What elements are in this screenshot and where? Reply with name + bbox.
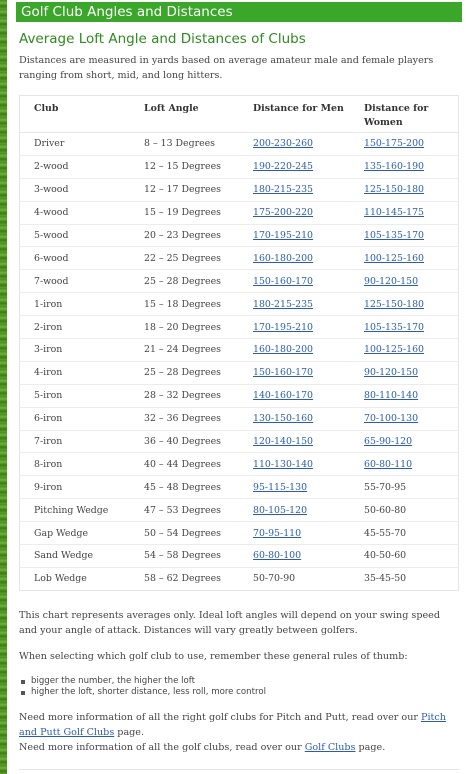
distance-men-link[interactable]: 190-220-245: [253, 161, 314, 173]
club-name-cell: 2-wood: [20, 155, 131, 178]
table-row: [20, 453, 459, 476]
distance-women-cell: 40-50-60: [350, 545, 459, 568]
divider: [19, 769, 459, 770]
distance-women-cell: 50-60-80: [350, 499, 459, 522]
distance-men-cell: [239, 453, 350, 476]
club-name-cell: Pitching Wedge: [20, 499, 131, 522]
table-header-row: [20, 96, 459, 133]
distance-women-cell: [350, 293, 459, 316]
distance-women-cell: 55-70-95: [350, 476, 459, 499]
club-name-cell: 1-iron: [20, 293, 131, 316]
club-name-cell: Lob Wedge: [20, 567, 131, 590]
table-row: [20, 293, 459, 316]
distance-women-link[interactable]: 90-120-150: [364, 275, 419, 287]
club-name-cell: 4-iron: [20, 361, 131, 384]
footer-line-2-end: page.: [355, 741, 386, 753]
distance-women-cell: [350, 430, 459, 453]
club-name-cell: Gap Wedge: [20, 522, 131, 545]
distance-women-cell: [350, 133, 459, 156]
table-row: [20, 499, 459, 522]
distance-men-link[interactable]: 175-200-220: [253, 207, 314, 219]
distance-women-cell: [350, 247, 459, 270]
distance-women-link[interactable]: 105-135-170: [364, 321, 425, 333]
clubs-table-body: [20, 133, 459, 591]
distance-men-link[interactable]: 110-130-140: [253, 458, 314, 470]
loft-angle-cell: 32 – 36 Degrees: [130, 407, 239, 430]
loft-angle-cell: 8 – 13 Degrees: [144, 138, 215, 150]
loft-angle-cell: 21 – 24 Degrees: [130, 339, 239, 362]
loft-angle-cell: 58 – 62 Degrees: [130, 567, 239, 590]
table-row: [20, 384, 459, 407]
distance-women-link[interactable]: 150-175-200: [364, 138, 425, 150]
rule-text: bigger the number, the higher the loft: [31, 675, 195, 686]
distance-men-link[interactable]: 170-195-210: [253, 321, 314, 333]
distance-women-link[interactable]: 125-150-180: [364, 184, 425, 196]
golf-clubs-link[interactable]: Golf Clubs: [304, 741, 356, 753]
distance-men-link[interactable]: 130-150-160: [253, 413, 314, 425]
averages-note: This chart represents averages only. Ideal loft angles will depend on your swing speed and your angle of attack. Distances will vary greatly between golfers.: [19, 609, 440, 636]
distance-men-cell: [239, 133, 350, 156]
distance-women-cell: [350, 407, 459, 430]
distance-women-cell: [350, 453, 459, 476]
distance-women-link[interactable]: 70-100-130: [364, 413, 419, 425]
distance-women-link[interactable]: 100-125-160: [364, 252, 425, 264]
table-row: [20, 567, 459, 590]
distance-men-link[interactable]: 140-160-170: [253, 390, 314, 402]
footer-line-1: [19, 710, 459, 740]
page-title: Golf Club Angles and Distances: [16, 2, 462, 22]
rule-text: higher the loft, shorter distance, less roll, more control: [31, 686, 266, 697]
distance-women-cell: [350, 178, 459, 201]
distance-men-link[interactable]: 160-180-200: [253, 344, 314, 356]
distance-men-link[interactable]: 95-115-130: [253, 481, 308, 493]
loft-angle-cell: 12 – 15 Degrees: [130, 155, 239, 178]
club-name-cell: 3-iron: [20, 339, 131, 362]
distance-men-link[interactable]: 160-180-200: [253, 252, 314, 264]
club-name-cell: 4-wood: [20, 201, 131, 224]
footer-line-2: [19, 740, 459, 755]
loft-angle-cell: 50 – 54 Degrees: [130, 522, 239, 545]
distance-men-cell: [239, 155, 350, 178]
header-distance-men: Distance for Men: [239, 96, 350, 133]
table-row: [20, 476, 459, 499]
distance-men-link[interactable]: 150-160-170: [253, 275, 314, 287]
distance-women-cell: [350, 224, 459, 247]
loft-angle-cell: 54 – 58 Degrees: [130, 545, 239, 568]
distance-men-cell: [239, 361, 350, 384]
loft-angle-cell: 22 – 25 Degrees: [130, 247, 239, 270]
distance-men-cell: [239, 499, 350, 522]
table-row: [20, 407, 459, 430]
distance-men-cell: [239, 476, 350, 499]
table-row: [20, 133, 459, 156]
distance-men-link[interactable]: 170-195-210: [253, 230, 314, 241]
loft-angle-cell: 25 – 28 Degrees: [130, 361, 239, 384]
club-name-cell: 5-iron: [20, 384, 131, 407]
intro-text: Distances are measured in yards based on average amateur male and female players ranging from short, mid, and long hitters.: [19, 55, 434, 81]
distance-women-cell: [350, 316, 459, 339]
loft-angle-cell: 15 – 18 Degrees: [130, 293, 239, 316]
club-name-cell: Sand Wedge: [20, 545, 131, 568]
distance-men-cell: [239, 545, 350, 568]
footer-line-1-end: page.: [114, 726, 145, 738]
table-row: [20, 316, 459, 339]
footer-line-1-text: Need more information of all the right golf clubs for Pitch and Putt, read over our: [19, 711, 422, 723]
distance-men-link[interactable]: 120-140-150: [253, 436, 314, 448]
distance-men-link[interactable]: 200-230-260: [253, 138, 314, 150]
list-item: [19, 676, 462, 687]
club-name-cell: Driver: [34, 138, 65, 150]
distance-men-link[interactable]: 70-95-110: [253, 527, 302, 539]
distance-women-cell: 35-45-50: [350, 567, 459, 590]
footer-line-2-text: Need more information of all the golf clubs, read over our: [19, 741, 305, 753]
loft-angle-cell: 20 – 23 Degrees: [130, 224, 239, 247]
header-loft-angle: Loft Angle: [130, 96, 239, 133]
table-row: [20, 178, 459, 201]
distance-women-link[interactable]: 135-160-190: [364, 161, 425, 173]
distance-men-cell: [239, 224, 350, 247]
distance-women-cell: [350, 270, 459, 293]
loft-angle-cell: 28 – 32 Degrees: [130, 384, 239, 407]
club-name-cell: 5-wood: [20, 224, 131, 247]
table-row: [20, 270, 459, 293]
distance-women-link[interactable]: 110-145-175: [364, 207, 425, 219]
table-row: [20, 430, 459, 453]
distance-men-link[interactable]: 150-160-170: [253, 367, 314, 379]
section-heading: Average Loft Angle and Distances of Clubs: [19, 31, 306, 47]
table-row: [20, 155, 459, 178]
distance-men-cell: [239, 247, 350, 270]
list-item: [19, 687, 462, 698]
club-name-cell: 2-iron: [20, 316, 131, 339]
loft-angle-cell: 36 – 40 Degrees: [130, 430, 239, 453]
club-name-cell: 7-wood: [20, 270, 131, 293]
distance-men-cell: 50-70-90: [239, 567, 350, 590]
distance-women-cell: [350, 339, 459, 362]
table-row: [20, 247, 459, 270]
clubs-table: [19, 95, 459, 591]
distance-men-cell: [239, 178, 350, 201]
table-row: [20, 545, 459, 568]
club-name-cell: 9-iron: [20, 476, 131, 499]
distance-men-cell: [239, 522, 350, 545]
footer-text: [19, 710, 459, 755]
loft-angle-cell: 40 – 44 Degrees: [130, 453, 239, 476]
distance-men-cell: [239, 339, 350, 362]
distance-women-link[interactable]: 90-120-150: [364, 367, 419, 379]
distance-men-cell: [239, 293, 350, 316]
header-distance-women: Distance for Women: [350, 96, 459, 133]
distance-men-cell: [239, 201, 350, 224]
distance-women-link[interactable]: 100-125-160: [364, 344, 425, 356]
distance-men-cell: [239, 384, 350, 407]
selecting-note: When selecting which golf club to use, remember these general rules of thumb:: [19, 650, 408, 662]
distance-men-cell: [239, 270, 350, 293]
distance-women-cell: 45-55-70: [350, 522, 459, 545]
loft-angle-cell: 47 – 53 Degrees: [130, 499, 239, 522]
distance-women-link[interactable]: 60-80-110: [364, 458, 413, 470]
left-decorative-stripe: [0, 0, 7, 774]
distance-men-link[interactable]: 60-80-100: [253, 550, 302, 562]
bullet-icon: [21, 680, 25, 684]
bullet-icon: [21, 691, 25, 695]
club-name-cell: 6-wood: [20, 247, 131, 270]
distance-men-cell: [239, 316, 350, 339]
loft-angle-cell: 12 – 17 Degrees: [130, 178, 239, 201]
loft-angle-cell: 25 – 28 Degrees: [130, 270, 239, 293]
distance-women-link[interactable]: 80-110-140: [364, 390, 419, 402]
distance-men-link[interactable]: 180-215-235: [253, 184, 314, 196]
table-row: [20, 361, 459, 384]
club-name-cell: 6-iron: [20, 407, 131, 430]
rules-list: [19, 676, 462, 698]
distance-men-cell: [239, 430, 350, 453]
loft-angle-cell: 45 – 48 Degrees: [130, 476, 239, 499]
distance-women-link[interactable]: 125-150-180: [364, 298, 425, 310]
club-name-cell: 7-iron: [20, 430, 131, 453]
pitch-and-putt-link[interactable]: Pitch and Putt Golf Clubs: [19, 711, 446, 738]
distance-women-cell: [350, 201, 459, 224]
distance-men-link[interactable]: 180-215-235: [253, 298, 314, 310]
loft-angle-cell: 18 – 20 Degrees: [130, 316, 239, 339]
distance-women-link[interactable]: 105-135-170: [364, 230, 425, 241]
club-name-cell: 3-wood: [20, 178, 131, 201]
page-content: [16, 0, 462, 770]
header-club: Club: [20, 96, 131, 133]
distance-men-cell: [239, 407, 350, 430]
table-row: [20, 224, 459, 247]
distance-women-cell: [350, 361, 459, 384]
distance-women-cell: [350, 155, 459, 178]
distance-women-link[interactable]: 65-90-120: [364, 436, 413, 448]
distance-women-cell: [350, 384, 459, 407]
table-row: [20, 339, 459, 362]
distance-men-link[interactable]: 80-105-120: [253, 504, 308, 516]
table-row: [20, 201, 459, 224]
loft-angle-cell: 15 – 19 Degrees: [130, 201, 239, 224]
club-name-cell: 8-iron: [20, 453, 131, 476]
table-row: [20, 522, 459, 545]
